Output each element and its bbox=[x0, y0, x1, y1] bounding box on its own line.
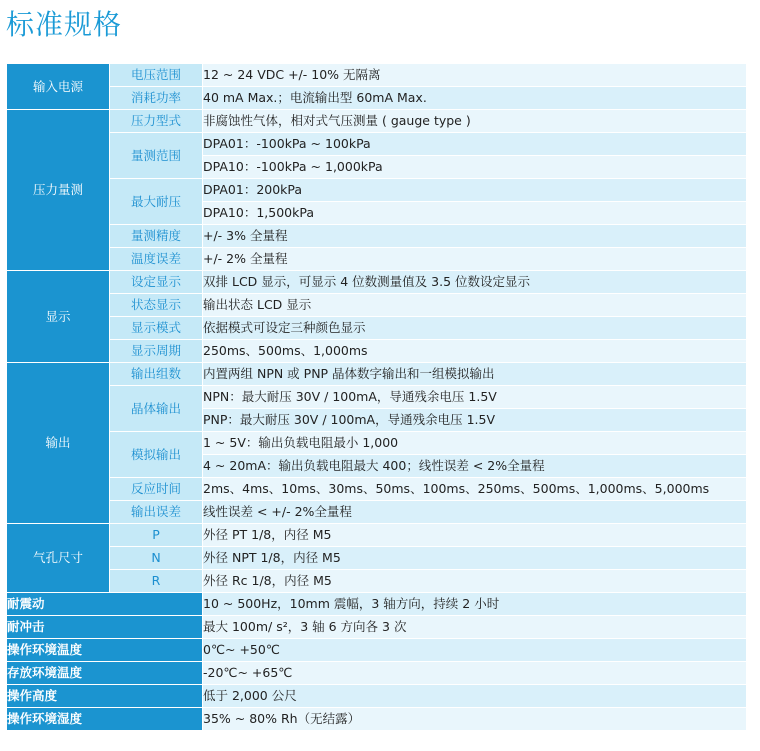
spec-label: 电压范围 bbox=[110, 64, 203, 87]
spec-label: R bbox=[110, 570, 203, 593]
table-row bbox=[7, 294, 746, 317]
table-row bbox=[7, 87, 746, 110]
category-pressure: 压力量测 bbox=[7, 110, 110, 271]
spec-value: 1 ~ 5V：输出负载电阻最小 1,000 bbox=[203, 432, 746, 455]
spec-value: DPA01：-100kPa ~ 100kPa bbox=[203, 133, 746, 156]
spec-label: 压力型式 bbox=[110, 110, 203, 133]
table-row bbox=[7, 501, 746, 524]
spec-value: 内置两组 NPN 或 PNP 晶体数字输出和一组模拟输出 bbox=[203, 363, 746, 386]
spec-label: 量测精度 bbox=[110, 225, 203, 248]
spec-label: 显示模式 bbox=[110, 317, 203, 340]
spec-value: 非腐蚀性气体，相对式气压测量 ( gauge type ) bbox=[203, 110, 746, 133]
spec-value: 12 ~ 24 VDC +/- 10% 无隔离 bbox=[203, 64, 746, 87]
spec-label: 最大耐压 bbox=[110, 179, 203, 225]
spec-label: 输出误差 bbox=[110, 501, 203, 524]
table-row bbox=[7, 179, 746, 202]
spec-value: 输出状态 LCD 显示 bbox=[203, 294, 746, 317]
spec-value: 外径 PT 1/8，内径 M5 bbox=[203, 524, 746, 547]
table-row bbox=[7, 64, 746, 87]
spec-value: 35% ~ 80% Rh（无结露） bbox=[203, 708, 746, 731]
spec-label: 温度误差 bbox=[110, 248, 203, 271]
spec-label: 操作环境湿度 bbox=[7, 708, 203, 731]
table-row bbox=[7, 662, 746, 685]
spec-table bbox=[7, 64, 746, 731]
spec-value: 10 ~ 500Hz，10mm 震幅，3 轴方向，持续 2 小时 bbox=[203, 593, 746, 616]
category-output: 输出 bbox=[7, 363, 110, 524]
spec-value: 低于 2,000 公尺 bbox=[203, 685, 746, 708]
table-row bbox=[7, 478, 746, 501]
spec-value: 外径 NPT 1/8，内径 M5 bbox=[203, 547, 746, 570]
spec-label: 输出组数 bbox=[110, 363, 203, 386]
page-title: 标准规格 bbox=[6, 8, 123, 41]
table-row bbox=[7, 133, 746, 156]
spec-value: 4 ~ 20mA：输出负载电阻最大 400；线性误差 < 2%全量程 bbox=[203, 455, 746, 478]
spec-value: DPA10：-100kPa ~ 1,000kPa bbox=[203, 156, 746, 179]
table-row bbox=[7, 248, 746, 271]
spec-label: 状态显示 bbox=[110, 294, 203, 317]
table-row bbox=[7, 570, 746, 593]
table-row bbox=[7, 593, 746, 616]
spec-value: 0℃~ +50℃ bbox=[203, 639, 746, 662]
spec-value: 依据模式可设定三种颜色显示 bbox=[203, 317, 746, 340]
spec-label: N bbox=[110, 547, 203, 570]
spec-value: NPN：最大耐压 30V / 100mA，导通残余电压 1.5V bbox=[203, 386, 746, 409]
spec-label: P bbox=[110, 524, 203, 547]
spec-label: 操作环境温度 bbox=[7, 639, 203, 662]
spec-value: 2ms、4ms、10ms、30ms、50ms、100ms、250ms、500ms、1,000ms、5,000ms bbox=[203, 478, 746, 501]
spec-value: 双排 LCD 显示，可显示 4 位数测量值及 3.5 位数设定显示 bbox=[203, 271, 746, 294]
table-row bbox=[7, 616, 746, 639]
spec-value: 250ms、500ms、1,000ms bbox=[203, 340, 746, 363]
spec-label: 反应时间 bbox=[110, 478, 203, 501]
table-row bbox=[7, 110, 746, 133]
spec-value: 线性误差 < +/- 2%全量程 bbox=[203, 501, 746, 524]
table-row bbox=[7, 524, 746, 547]
category-display: 显示 bbox=[7, 271, 110, 363]
spec-value: +/- 3% 全量程 bbox=[203, 225, 746, 248]
spec-label: 存放环境温度 bbox=[7, 662, 203, 685]
table-row bbox=[7, 225, 746, 248]
table-row bbox=[7, 708, 746, 731]
spec-label: 耐冲击 bbox=[7, 616, 203, 639]
table-row bbox=[7, 547, 746, 570]
spec-label: 晶体输出 bbox=[110, 386, 203, 432]
table-row bbox=[7, 271, 746, 294]
spec-value: PNP：最大耐压 30V / 100mA，导通残余电压 1.5V bbox=[203, 409, 746, 432]
spec-value: +/- 2% 全量程 bbox=[203, 248, 746, 271]
table-row bbox=[7, 432, 746, 455]
table-row bbox=[7, 685, 746, 708]
spec-value: -20℃~ +65℃ bbox=[203, 662, 746, 685]
spec-label: 消耗功率 bbox=[110, 87, 203, 110]
table-row bbox=[7, 317, 746, 340]
spec-value: 40 mA Max.；电流输出型 60mA Max. bbox=[203, 87, 746, 110]
spec-value: 最大 100m/ s²，3 轴 6 方向各 3 次 bbox=[203, 616, 746, 639]
spec-label: 耐震动 bbox=[7, 593, 203, 616]
spec-label: 设定显示 bbox=[110, 271, 203, 294]
spec-value: DPA01：200kPa bbox=[203, 179, 746, 202]
table-row bbox=[7, 639, 746, 662]
category-port: 气孔尺寸 bbox=[7, 524, 110, 593]
table-row bbox=[7, 363, 746, 386]
table-row bbox=[7, 386, 746, 409]
spec-label: 显示周期 bbox=[110, 340, 203, 363]
table-row bbox=[7, 340, 746, 363]
spec-label: 模拟输出 bbox=[110, 432, 203, 478]
spec-value: DPA10：1,500kPa bbox=[203, 202, 746, 225]
spec-label: 量测范围 bbox=[110, 133, 203, 179]
spec-value: 外径 Rc 1/8，内径 M5 bbox=[203, 570, 746, 593]
category-power: 输入电源 bbox=[7, 64, 110, 110]
spec-label: 操作高度 bbox=[7, 685, 203, 708]
